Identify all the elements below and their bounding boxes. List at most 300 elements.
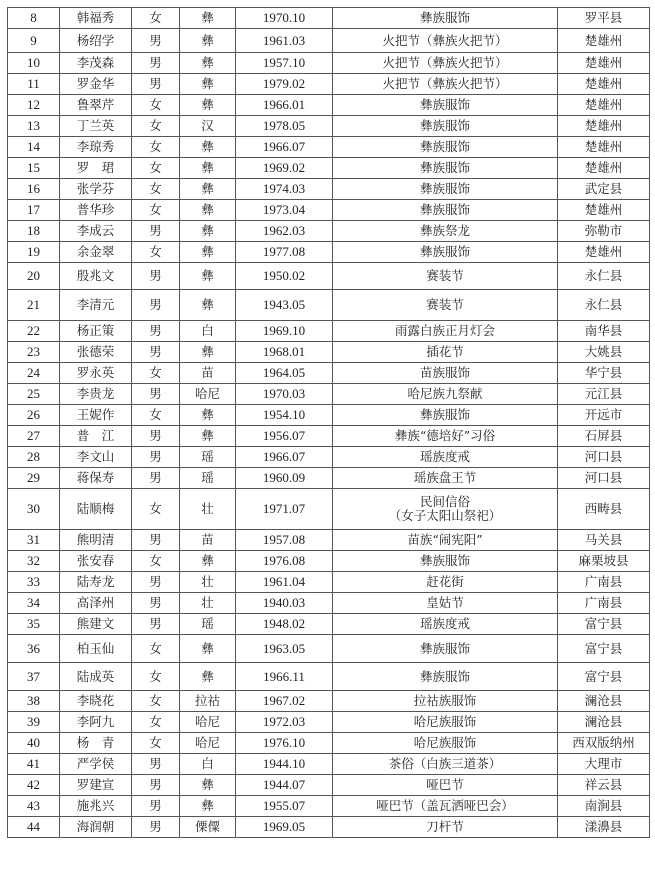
heritage-item-text: 哑巴节 xyxy=(426,777,464,792)
gender-cell: 男 xyxy=(132,775,180,796)
gender-cell: 男 xyxy=(132,530,180,551)
person-name-cell: 高泽州 xyxy=(60,593,132,614)
birth-date-cell: 1977.08 xyxy=(236,242,333,263)
ethnicity-cell: 彝 xyxy=(180,635,236,663)
gender-cell: 女 xyxy=(132,691,180,712)
heritage-item-cell xyxy=(333,468,558,489)
location-cell: 澜沧县 xyxy=(558,691,650,712)
row-number-cell: 34 xyxy=(8,593,60,614)
location-cell: 楚雄州 xyxy=(558,53,650,74)
row-number-cell: 39 xyxy=(8,712,60,733)
ethnicity-cell: 彝 xyxy=(180,775,236,796)
row-number-cell: 12 xyxy=(8,95,60,116)
gender-cell: 男 xyxy=(132,29,180,53)
gender-cell: 男 xyxy=(132,593,180,614)
birth-date-cell: 1979.02 xyxy=(236,74,333,95)
table-row xyxy=(8,405,650,426)
heritage-item-text: 哈尼族九祭献 xyxy=(407,386,483,401)
person-name-cell: 陆寿龙 xyxy=(60,572,132,593)
person-name-cell: 严学侯 xyxy=(60,754,132,775)
table-row xyxy=(8,796,650,817)
ethnicity-cell: 彝 xyxy=(180,796,236,817)
heritage-item-cell xyxy=(333,384,558,405)
birth-date-cell: 1948.02 xyxy=(236,614,333,635)
person-name-cell: 罗 珺 xyxy=(60,158,132,179)
heritage-item-text: 彝族祭龙 xyxy=(419,223,470,238)
ethnicity-cell: 彝 xyxy=(180,426,236,447)
heritage-item-cell xyxy=(333,754,558,775)
heritage-item-text: 赛装节 xyxy=(426,297,464,312)
heritage-item-text: 火把节（彝族火把节） xyxy=(382,55,508,70)
person-name-cell: 张安春 xyxy=(60,551,132,572)
table-row xyxy=(8,489,650,530)
person-name-cell: 李成云 xyxy=(60,221,132,242)
person-name-cell: 施兆兴 xyxy=(60,796,132,817)
ethnicity-cell: 苗 xyxy=(180,363,236,384)
table-row xyxy=(8,363,650,384)
row-number-cell: 9 xyxy=(8,29,60,53)
heritage-item-cell xyxy=(333,712,558,733)
birth-date-cell: 1976.08 xyxy=(236,551,333,572)
location-cell: 武定县 xyxy=(558,179,650,200)
table-row xyxy=(8,733,650,754)
heritage-item-cell xyxy=(333,95,558,116)
table-row xyxy=(8,754,650,775)
birth-date-cell: 1943.05 xyxy=(236,290,333,321)
person-name-cell: 王妮作 xyxy=(60,405,132,426)
location-cell: 楚雄州 xyxy=(558,242,650,263)
ethnicity-cell: 白 xyxy=(180,754,236,775)
heritage-item-text: 彝族服饰 xyxy=(419,181,470,196)
birth-date-cell: 1962.03 xyxy=(236,221,333,242)
row-number-cell: 27 xyxy=(8,426,60,447)
gender-cell: 女 xyxy=(132,551,180,572)
location-cell: 河口县 xyxy=(558,468,650,489)
person-name-cell: 李茂森 xyxy=(60,53,132,74)
table-row xyxy=(8,530,650,551)
row-number-cell: 20 xyxy=(8,263,60,290)
person-name-cell: 陆顺梅 xyxy=(60,489,132,530)
gender-cell: 女 xyxy=(132,242,180,263)
gender-cell: 男 xyxy=(132,426,180,447)
heritage-item-cell xyxy=(333,614,558,635)
birth-date-cell: 1972.03 xyxy=(236,712,333,733)
location-cell: 弥勒市 xyxy=(558,221,650,242)
row-number-cell: 10 xyxy=(8,53,60,74)
row-number-cell: 17 xyxy=(8,200,60,221)
birth-date-cell: 1967.02 xyxy=(236,691,333,712)
row-number-cell: 42 xyxy=(8,775,60,796)
birth-date-cell: 1950.02 xyxy=(236,263,333,290)
location-cell: 富宁县 xyxy=(558,635,650,663)
location-cell: 河口县 xyxy=(558,447,650,468)
heritage-item-cell xyxy=(333,817,558,838)
birth-date-cell: 1978.05 xyxy=(236,116,333,137)
heritage-item-cell xyxy=(333,321,558,342)
gender-cell: 男 xyxy=(132,290,180,321)
birth-date-cell: 1970.10 xyxy=(236,8,333,29)
table-row xyxy=(8,817,650,838)
table-row xyxy=(8,29,650,53)
ethnicity-cell: 汉 xyxy=(180,116,236,137)
row-number-cell: 28 xyxy=(8,447,60,468)
person-name-cell: 丁兰英 xyxy=(60,116,132,137)
heritage-item-text: 彝族服饰 xyxy=(419,97,470,112)
birth-date-cell: 1973.04 xyxy=(236,200,333,221)
table-row xyxy=(8,53,650,74)
person-name-cell: 罗金华 xyxy=(60,74,132,95)
heritage-item-cell xyxy=(333,363,558,384)
ethnicity-cell: 彝 xyxy=(180,342,236,363)
heritage-item-text: 彝族服饰 xyxy=(419,407,470,422)
heritage-item-text: 彝族服饰 xyxy=(419,10,470,25)
heritage-item-text: 雨露白族正月灯会 xyxy=(394,323,495,338)
table-row xyxy=(8,221,650,242)
gender-cell: 女 xyxy=(132,405,180,426)
location-cell: 罗平县 xyxy=(558,8,650,29)
birth-date-cell: 1954.10 xyxy=(236,405,333,426)
row-number-cell: 24 xyxy=(8,363,60,384)
location-cell: 广南县 xyxy=(558,593,650,614)
ethnicity-cell: 苗 xyxy=(180,530,236,551)
table-row xyxy=(8,593,650,614)
person-name-cell: 熊明清 xyxy=(60,530,132,551)
person-name-cell: 罗永英 xyxy=(60,363,132,384)
row-number-cell: 15 xyxy=(8,158,60,179)
person-name-cell: 陆成英 xyxy=(60,663,132,691)
gender-cell: 男 xyxy=(132,447,180,468)
location-cell: 富宁县 xyxy=(558,614,650,635)
gender-cell: 男 xyxy=(132,384,180,405)
person-name-cell: 李文山 xyxy=(60,447,132,468)
heritage-item-cell xyxy=(333,116,558,137)
location-cell: 广南县 xyxy=(558,572,650,593)
heritage-item-cell xyxy=(333,263,558,290)
heritage-item-text: 彝族服饰 xyxy=(419,553,470,568)
heritage-item-text: 彝族服饰 xyxy=(419,139,470,154)
person-name-cell: 李清元 xyxy=(60,290,132,321)
birth-date-cell: 1966.07 xyxy=(236,137,333,158)
table-row xyxy=(8,691,650,712)
heritage-item-text: 瑶族盘王节 xyxy=(413,470,477,485)
row-number-cell: 31 xyxy=(8,530,60,551)
heritage-item-text: 彝族“德培好”习俗 xyxy=(394,428,496,443)
birth-date-cell: 1961.03 xyxy=(236,29,333,53)
person-name-cell: 蒋保寿 xyxy=(60,468,132,489)
location-cell: 漾濞县 xyxy=(558,817,650,838)
heritage-item-cell xyxy=(333,221,558,242)
table-row xyxy=(8,290,650,321)
person-name-cell: 柏玉仙 xyxy=(60,635,132,663)
table-row xyxy=(8,95,650,116)
location-cell: 南涧县 xyxy=(558,796,650,817)
person-name-cell: 李晓花 xyxy=(60,691,132,712)
gender-cell: 女 xyxy=(132,137,180,158)
heritage-item-text: 拉祜族服饰 xyxy=(413,693,477,708)
ethnicity-cell: 彝 xyxy=(180,242,236,263)
row-number-cell: 43 xyxy=(8,796,60,817)
row-number-cell: 35 xyxy=(8,614,60,635)
gender-cell: 女 xyxy=(132,200,180,221)
table-row xyxy=(8,263,650,290)
inheritor-table xyxy=(7,7,650,838)
heritage-item-cell xyxy=(333,405,558,426)
row-number-cell: 44 xyxy=(8,817,60,838)
heritage-item-cell xyxy=(333,691,558,712)
birth-date-cell: 1974.03 xyxy=(236,179,333,200)
heritage-item-cell xyxy=(333,242,558,263)
ethnicity-cell: 哈尼 xyxy=(180,712,236,733)
ethnicity-cell: 彝 xyxy=(180,179,236,200)
heritage-item-text: 彝族服饰 xyxy=(419,118,470,133)
heritage-item-cell xyxy=(333,663,558,691)
ethnicity-cell: 彝 xyxy=(180,263,236,290)
heritage-item-cell xyxy=(333,635,558,663)
gender-cell: 男 xyxy=(132,221,180,242)
location-cell: 西畴县 xyxy=(558,489,650,530)
gender-cell: 男 xyxy=(132,342,180,363)
location-cell: 楚雄州 xyxy=(558,29,650,53)
birth-date-cell: 1970.03 xyxy=(236,384,333,405)
row-number-cell: 29 xyxy=(8,468,60,489)
heritage-item-text: 茶俗（白族三道茶） xyxy=(388,756,502,771)
birth-date-cell: 1961.04 xyxy=(236,572,333,593)
heritage-item-text: 瑶族度戒 xyxy=(419,616,470,631)
table-row xyxy=(8,8,650,29)
row-number-cell: 11 xyxy=(8,74,60,95)
heritage-item-cell xyxy=(333,29,558,53)
birth-date-cell: 1969.05 xyxy=(236,817,333,838)
location-cell: 楚雄州 xyxy=(558,116,650,137)
location-cell: 楚雄州 xyxy=(558,158,650,179)
row-number-cell: 18 xyxy=(8,221,60,242)
person-name-cell: 韩福秀 xyxy=(60,8,132,29)
heritage-item-text: （女子太阳山祭祀） xyxy=(388,508,502,523)
table-row xyxy=(8,468,650,489)
person-name-cell: 张学芬 xyxy=(60,179,132,200)
heritage-item-cell xyxy=(333,572,558,593)
row-number-cell: 36 xyxy=(8,635,60,663)
gender-cell: 女 xyxy=(132,712,180,733)
ethnicity-cell: 彝 xyxy=(180,95,236,116)
heritage-item-cell xyxy=(333,53,558,74)
table-row xyxy=(8,242,650,263)
heritage-item-text: 刀杆节 xyxy=(426,819,464,834)
table-row xyxy=(8,663,650,691)
location-cell: 华宁县 xyxy=(558,363,650,384)
ethnicity-cell: 彝 xyxy=(180,158,236,179)
gender-cell: 女 xyxy=(132,363,180,384)
heritage-item-text: 彝族服饰 xyxy=(419,244,470,259)
row-number-cell: 25 xyxy=(8,384,60,405)
location-cell: 石屏县 xyxy=(558,426,650,447)
person-name-cell: 普华珍 xyxy=(60,200,132,221)
row-number-cell: 40 xyxy=(8,733,60,754)
gender-cell: 女 xyxy=(132,8,180,29)
location-cell: 祥云县 xyxy=(558,775,650,796)
location-cell: 麻栗坡县 xyxy=(558,551,650,572)
person-name-cell: 李琼秀 xyxy=(60,137,132,158)
gender-cell: 男 xyxy=(132,53,180,74)
heritage-item-cell xyxy=(333,593,558,614)
heritage-item-text: 瑶族度戒 xyxy=(419,449,470,464)
birth-date-cell: 1955.07 xyxy=(236,796,333,817)
birth-date-cell: 1966.11 xyxy=(236,663,333,691)
ethnicity-cell: 彝 xyxy=(180,8,236,29)
heritage-item-cell xyxy=(333,775,558,796)
row-number-cell: 33 xyxy=(8,572,60,593)
row-number-cell: 8 xyxy=(8,8,60,29)
person-name-cell: 殷兆文 xyxy=(60,263,132,290)
heritage-item-cell xyxy=(333,426,558,447)
location-cell: 南华县 xyxy=(558,321,650,342)
ethnicity-cell: 彝 xyxy=(180,551,236,572)
gender-cell: 女 xyxy=(132,179,180,200)
ethnicity-cell: 傈僳 xyxy=(180,817,236,838)
row-number-cell: 13 xyxy=(8,116,60,137)
table-row xyxy=(8,116,650,137)
heritage-item-cell xyxy=(333,179,558,200)
heritage-item-text: 彝族服饰 xyxy=(419,160,470,175)
heritage-item-cell xyxy=(333,290,558,321)
location-cell: 大理市 xyxy=(558,754,650,775)
gender-cell: 男 xyxy=(132,468,180,489)
heritage-item-cell xyxy=(333,137,558,158)
row-number-cell: 23 xyxy=(8,342,60,363)
location-cell: 大姚县 xyxy=(558,342,650,363)
heritage-item-text: 民间信俗 xyxy=(419,494,470,509)
person-name-cell: 余金翠 xyxy=(60,242,132,263)
gender-cell: 女 xyxy=(132,489,180,530)
person-name-cell: 李贵龙 xyxy=(60,384,132,405)
ethnicity-cell: 瑶 xyxy=(180,614,236,635)
heritage-item-text: 哑巴节（盖瓦洒哑巴会） xyxy=(376,798,514,813)
table-row xyxy=(8,158,650,179)
location-cell: 永仁县 xyxy=(558,290,650,321)
table-row xyxy=(8,74,650,95)
location-cell: 马关县 xyxy=(558,530,650,551)
ethnicity-cell: 拉祜 xyxy=(180,691,236,712)
birth-date-cell: 1964.05 xyxy=(236,363,333,384)
gender-cell: 女 xyxy=(132,116,180,137)
heritage-item-text: 苗族“闹宪阳” xyxy=(407,532,483,547)
ethnicity-cell: 彝 xyxy=(180,29,236,53)
heritage-item-text: 火把节（彝族火把节） xyxy=(382,76,508,91)
location-cell: 开远市 xyxy=(558,405,650,426)
table-row xyxy=(8,447,650,468)
row-number-cell: 19 xyxy=(8,242,60,263)
table-row xyxy=(8,572,650,593)
person-name-cell: 杨绍学 xyxy=(60,29,132,53)
row-number-cell: 38 xyxy=(8,691,60,712)
location-cell: 元江县 xyxy=(558,384,650,405)
heritage-item-cell xyxy=(333,733,558,754)
birth-date-cell: 1944.10 xyxy=(236,754,333,775)
table-row xyxy=(8,384,650,405)
row-number-cell: 37 xyxy=(8,663,60,691)
person-name-cell: 熊建文 xyxy=(60,614,132,635)
table-row xyxy=(8,321,650,342)
table-row xyxy=(8,137,650,158)
row-number-cell: 41 xyxy=(8,754,60,775)
ethnicity-cell: 瑶 xyxy=(180,447,236,468)
ethnicity-cell: 壮 xyxy=(180,572,236,593)
table-row xyxy=(8,179,650,200)
birth-date-cell: 1940.03 xyxy=(236,593,333,614)
heritage-item-cell xyxy=(333,530,558,551)
row-number-cell: 14 xyxy=(8,137,60,158)
table-row xyxy=(8,551,650,572)
heritage-item-cell xyxy=(333,796,558,817)
birth-date-cell: 1963.05 xyxy=(236,635,333,663)
heritage-item-text: 插花节 xyxy=(426,344,464,359)
ethnicity-cell: 彝 xyxy=(180,53,236,74)
ethnicity-cell: 白 xyxy=(180,321,236,342)
birth-date-cell: 1971.07 xyxy=(236,489,333,530)
ethnicity-cell: 壮 xyxy=(180,593,236,614)
person-name-cell: 张德荣 xyxy=(60,342,132,363)
birth-date-cell: 1956.07 xyxy=(236,426,333,447)
gender-cell: 男 xyxy=(132,321,180,342)
gender-cell: 女 xyxy=(132,95,180,116)
person-name-cell: 鲁翠芹 xyxy=(60,95,132,116)
person-name-cell: 李阿九 xyxy=(60,712,132,733)
heritage-item-text: 苗族服饰 xyxy=(419,365,470,380)
birth-date-cell: 1966.01 xyxy=(236,95,333,116)
gender-cell: 男 xyxy=(132,74,180,95)
row-number-cell: 16 xyxy=(8,179,60,200)
table-row xyxy=(8,342,650,363)
heritage-item-text: 哈尼族服饰 xyxy=(413,714,477,729)
ethnicity-cell: 哈尼 xyxy=(180,733,236,754)
ethnicity-cell: 彝 xyxy=(180,200,236,221)
table-row xyxy=(8,200,650,221)
gender-cell: 女 xyxy=(132,733,180,754)
heritage-item-cell xyxy=(333,447,558,468)
birth-date-cell: 1968.01 xyxy=(236,342,333,363)
heritage-item-text: 彝族服饰 xyxy=(419,640,470,656)
table-row xyxy=(8,426,650,447)
table-row xyxy=(8,635,650,663)
location-cell: 澜沧县 xyxy=(558,712,650,733)
row-number-cell: 30 xyxy=(8,489,60,530)
ethnicity-cell: 瑶 xyxy=(180,468,236,489)
row-number-cell: 32 xyxy=(8,551,60,572)
gender-cell: 男 xyxy=(132,263,180,290)
heritage-item-text: 赶花街 xyxy=(426,574,464,589)
birth-date-cell: 1966.07 xyxy=(236,447,333,468)
gender-cell: 女 xyxy=(132,635,180,663)
table-row xyxy=(8,614,650,635)
birth-date-cell: 1976.10 xyxy=(236,733,333,754)
location-cell: 西双版纳州 xyxy=(558,733,650,754)
birth-date-cell: 1944.07 xyxy=(236,775,333,796)
birth-date-cell: 1960.09 xyxy=(236,468,333,489)
location-cell: 楚雄州 xyxy=(558,74,650,95)
ethnicity-cell: 哈尼 xyxy=(180,384,236,405)
heritage-item-cell xyxy=(333,551,558,572)
gender-cell: 男 xyxy=(132,572,180,593)
ethnicity-cell: 彝 xyxy=(180,137,236,158)
birth-date-cell: 1969.02 xyxy=(236,158,333,179)
gender-cell: 女 xyxy=(132,663,180,691)
person-name-cell: 杨 青 xyxy=(60,733,132,754)
heritage-item-text: 火把节（彝族火把节） xyxy=(382,32,508,48)
birth-date-cell: 1957.10 xyxy=(236,53,333,74)
row-number-cell: 26 xyxy=(8,405,60,426)
person-name-cell: 罗建宣 xyxy=(60,775,132,796)
heritage-item-cell xyxy=(333,74,558,95)
